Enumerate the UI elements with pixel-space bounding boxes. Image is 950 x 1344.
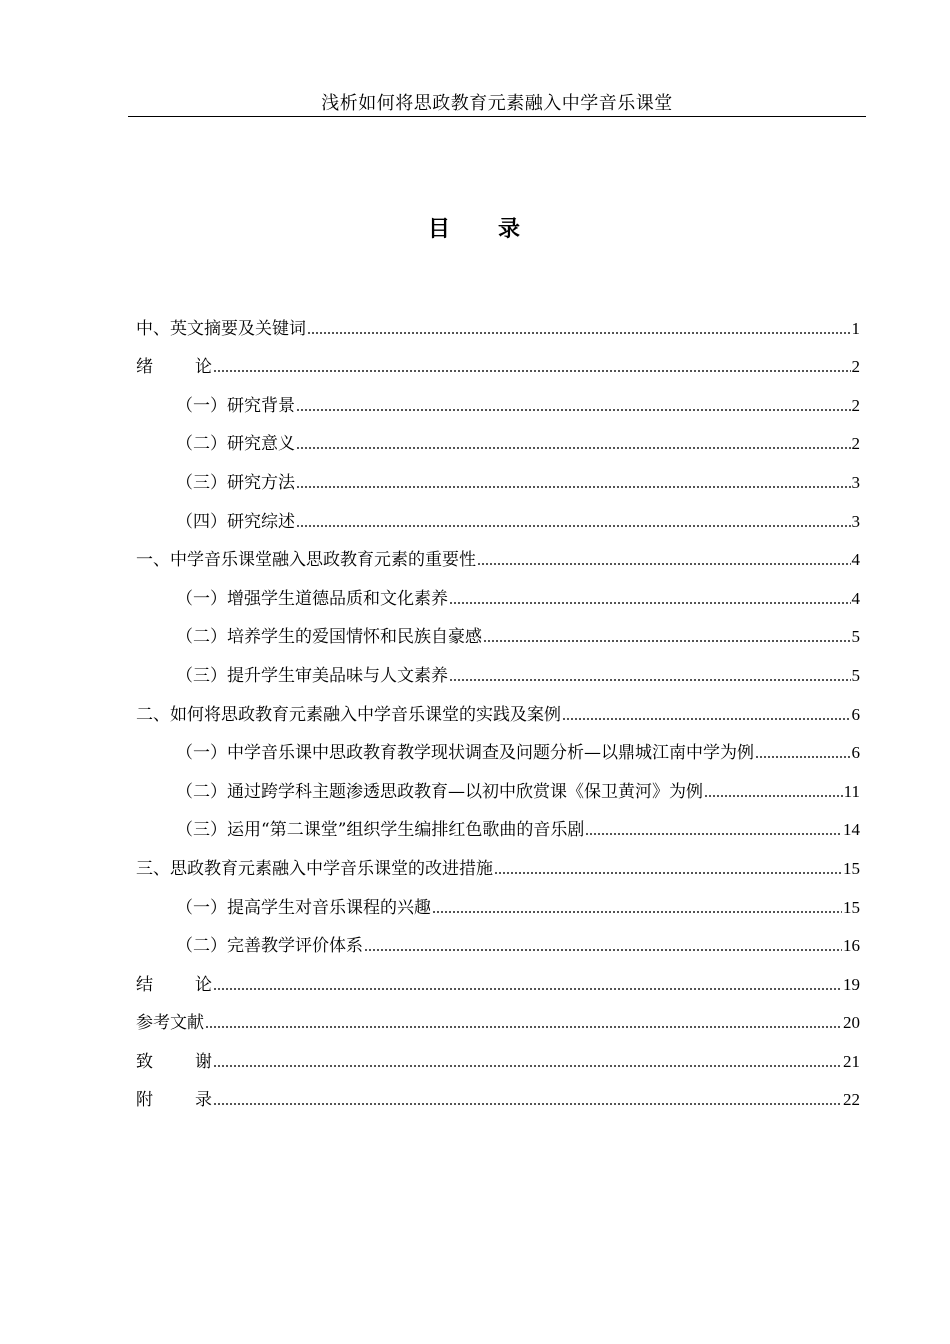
dot-leader [449,677,851,682]
label-char: 绪 [136,357,153,378]
toc-entry-label: （一）中学音乐课中思政教育教学现状调查及问题分析—以鼎城江南中学为例 [176,743,754,764]
toc-entry-label: （二）培养学生的爱国情怀和民族自豪感 [176,627,482,648]
label-char: 论 [195,357,212,378]
toc-entry-label: （二）通过跨学科主题渗透思政教育—以初中欣赏课《保卫黄河》为例 [176,781,703,802]
toc-entry-label: （一）研究背景 [176,395,295,416]
toc-entry-page: 2 [851,357,860,377]
dot-leader [205,1024,842,1029]
toc-entry-page: 22 [843,1090,860,1110]
toc-entry-label: 二、如何将思政教育元素融入中学音乐课堂的实践及案例 [136,704,561,725]
toc-entry-page: 4 [851,550,860,570]
toc-entry-page: 15 [843,897,860,917]
dot-leader [477,561,851,566]
toc-entry-label [136,1050,212,1074]
dot-leader [213,368,851,373]
dot-leader [494,870,842,875]
toc-entry-appendix[interactable] [136,1074,860,1113]
label-char: 录 [195,1090,212,1111]
label-char: 论 [195,974,212,995]
dot-leader [449,600,851,605]
toc-entry-page: 19 [843,974,860,994]
toc-entry-page: 14 [843,820,860,840]
dot-leader [296,484,851,489]
toc-entry-label [136,355,212,379]
dot-leader [364,947,842,952]
toc-heading-char-1: 目 [427,216,452,242]
toc-entry-page: 6 [851,743,860,763]
toc-entry-significance[interactable] [136,418,860,457]
toc-entry-chapter-2[interactable] [136,688,860,727]
toc-entry-3-2[interactable] [136,920,860,959]
toc-entry-page: 2 [851,434,860,454]
label-char: 谢 [195,1051,212,1072]
toc-entry-label [136,973,212,997]
dot-leader [296,445,851,450]
toc-entry-1-1[interactable] [136,572,860,611]
toc-entry-page: 3 [851,472,860,492]
dot-leader [432,909,842,914]
header-rule [128,116,866,117]
toc-entry-abstract[interactable] [136,302,860,341]
toc-entry-label: （一）增强学生道德品质和文化素养 [176,588,448,609]
label-char: 致 [136,1051,153,1072]
dot-leader [755,754,851,759]
toc-entry-page: 15 [843,858,860,878]
toc-entry-page: 3 [851,511,860,531]
toc-entry-references[interactable] [136,997,860,1036]
toc-entry-label: 中、英文摘要及关键词 [136,318,306,339]
toc-entry-page: 6 [851,704,860,724]
toc-entry-label: 一、中学音乐课堂融入思政教育元素的重要性 [136,550,476,571]
toc-entry-conclusion[interactable] [136,958,860,997]
toc-entry-1-2[interactable] [136,611,860,650]
label-char: 附 [136,1090,153,1111]
toc-entry-acknowledgements[interactable] [136,1035,860,1074]
toc-entry-page: 11 [843,781,860,801]
toc-entry-2-1[interactable] [136,727,860,766]
toc-entry-chapter-1[interactable] [136,534,860,573]
dot-leader [704,793,843,798]
running-header: 浅析如何将思政教育元素融入中学音乐课堂 [321,93,673,114]
dot-leader [307,330,851,335]
toc-entry-3-1[interactable] [136,881,860,920]
toc-entry-label: （三）运用“第二课堂”组织学生编排红色歌曲的音乐剧 [176,820,585,841]
toc-entry-page: 1 [851,318,860,338]
toc-entry-page: 5 [851,627,860,647]
toc-entry-page: 16 [843,936,860,956]
toc-entry-label: （四）研究综述 [176,511,295,532]
toc-entry-label: 三、思政教育元素融入中学音乐课堂的改进措施 [136,858,493,879]
toc-entry-2-3[interactable] [136,804,860,843]
toc-entry-label: （一）提高学生对音乐课程的兴趣 [176,897,431,918]
table-of-contents [136,302,860,1112]
dot-leader [562,716,851,721]
toc-entry-background[interactable] [136,379,860,418]
dot-leader [585,831,842,836]
toc-entry-page: 2 [851,395,860,415]
toc-entry-page: 21 [843,1051,860,1071]
toc-entry-page: 5 [851,665,860,685]
toc-entry-label: （三）提升学生审美品味与人文素养 [176,665,448,686]
toc-heading-char-2: 录 [498,216,523,242]
dot-leader [213,1101,842,1106]
dot-leader [213,1063,842,1068]
toc-entry-page: 4 [851,588,860,608]
toc-entry-introduction[interactable] [136,341,860,380]
toc-entry-label [136,1088,212,1112]
toc-entry-label: （二）研究意义 [176,434,295,455]
toc-entry-chapter-3[interactable] [136,842,860,881]
toc-entry-review[interactable] [136,495,860,534]
dot-leader [213,986,842,991]
toc-entry-page: 20 [843,1013,860,1033]
dot-leader [296,523,851,528]
toc-entry-2-2[interactable] [136,765,860,804]
toc-entry-1-3[interactable] [136,649,860,688]
toc-entry-label: （三）研究方法 [176,472,295,493]
dot-leader [296,407,851,412]
label-char: 结 [136,974,153,995]
toc-entry-label: （二）完善教学评价体系 [176,936,363,957]
toc-entry-methods[interactable] [136,456,860,495]
dot-leader [483,638,851,643]
toc-entry-label: 参考文献 [136,1013,204,1034]
toc-heading [0,212,950,246]
